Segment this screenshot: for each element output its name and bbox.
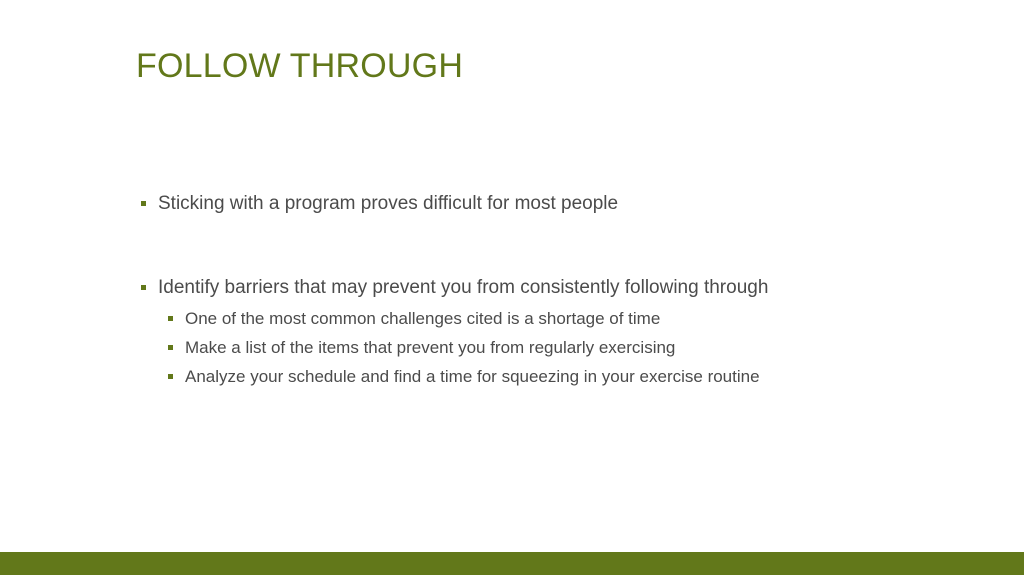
sub-bullet-item [140, 362, 1000, 391]
sub-bullet-text: Make a list of the items that prevent you from regularly exercising [185, 338, 676, 357]
square-bullet-icon [168, 345, 173, 350]
bullet-item [140, 188, 1000, 220]
square-bullet-icon [168, 374, 173, 379]
sub-bullet-item [140, 304, 1000, 333]
spacer [140, 220, 1000, 272]
square-bullet-icon [141, 285, 146, 290]
square-bullet-icon [141, 201, 146, 206]
bullet-text: Identify barriers that may prevent you from consistently following through [158, 277, 769, 298]
footer-accent-bar [0, 552, 1024, 575]
sub-bullet-text: Analyze your schedule and find a time for squeezing in your exercise routine [185, 367, 760, 386]
bullet-text: Sticking with a program proves difficult for most people [158, 193, 619, 214]
bullet-item [140, 272, 1000, 304]
sub-bullet-text: One of the most common challenges cited is a shortage of time [185, 309, 661, 328]
slide-content [140, 188, 1000, 391]
slide-title: FOLLOW THROUGH [136, 47, 464, 85]
sub-bullet-item [140, 333, 1000, 362]
square-bullet-icon [168, 316, 173, 321]
